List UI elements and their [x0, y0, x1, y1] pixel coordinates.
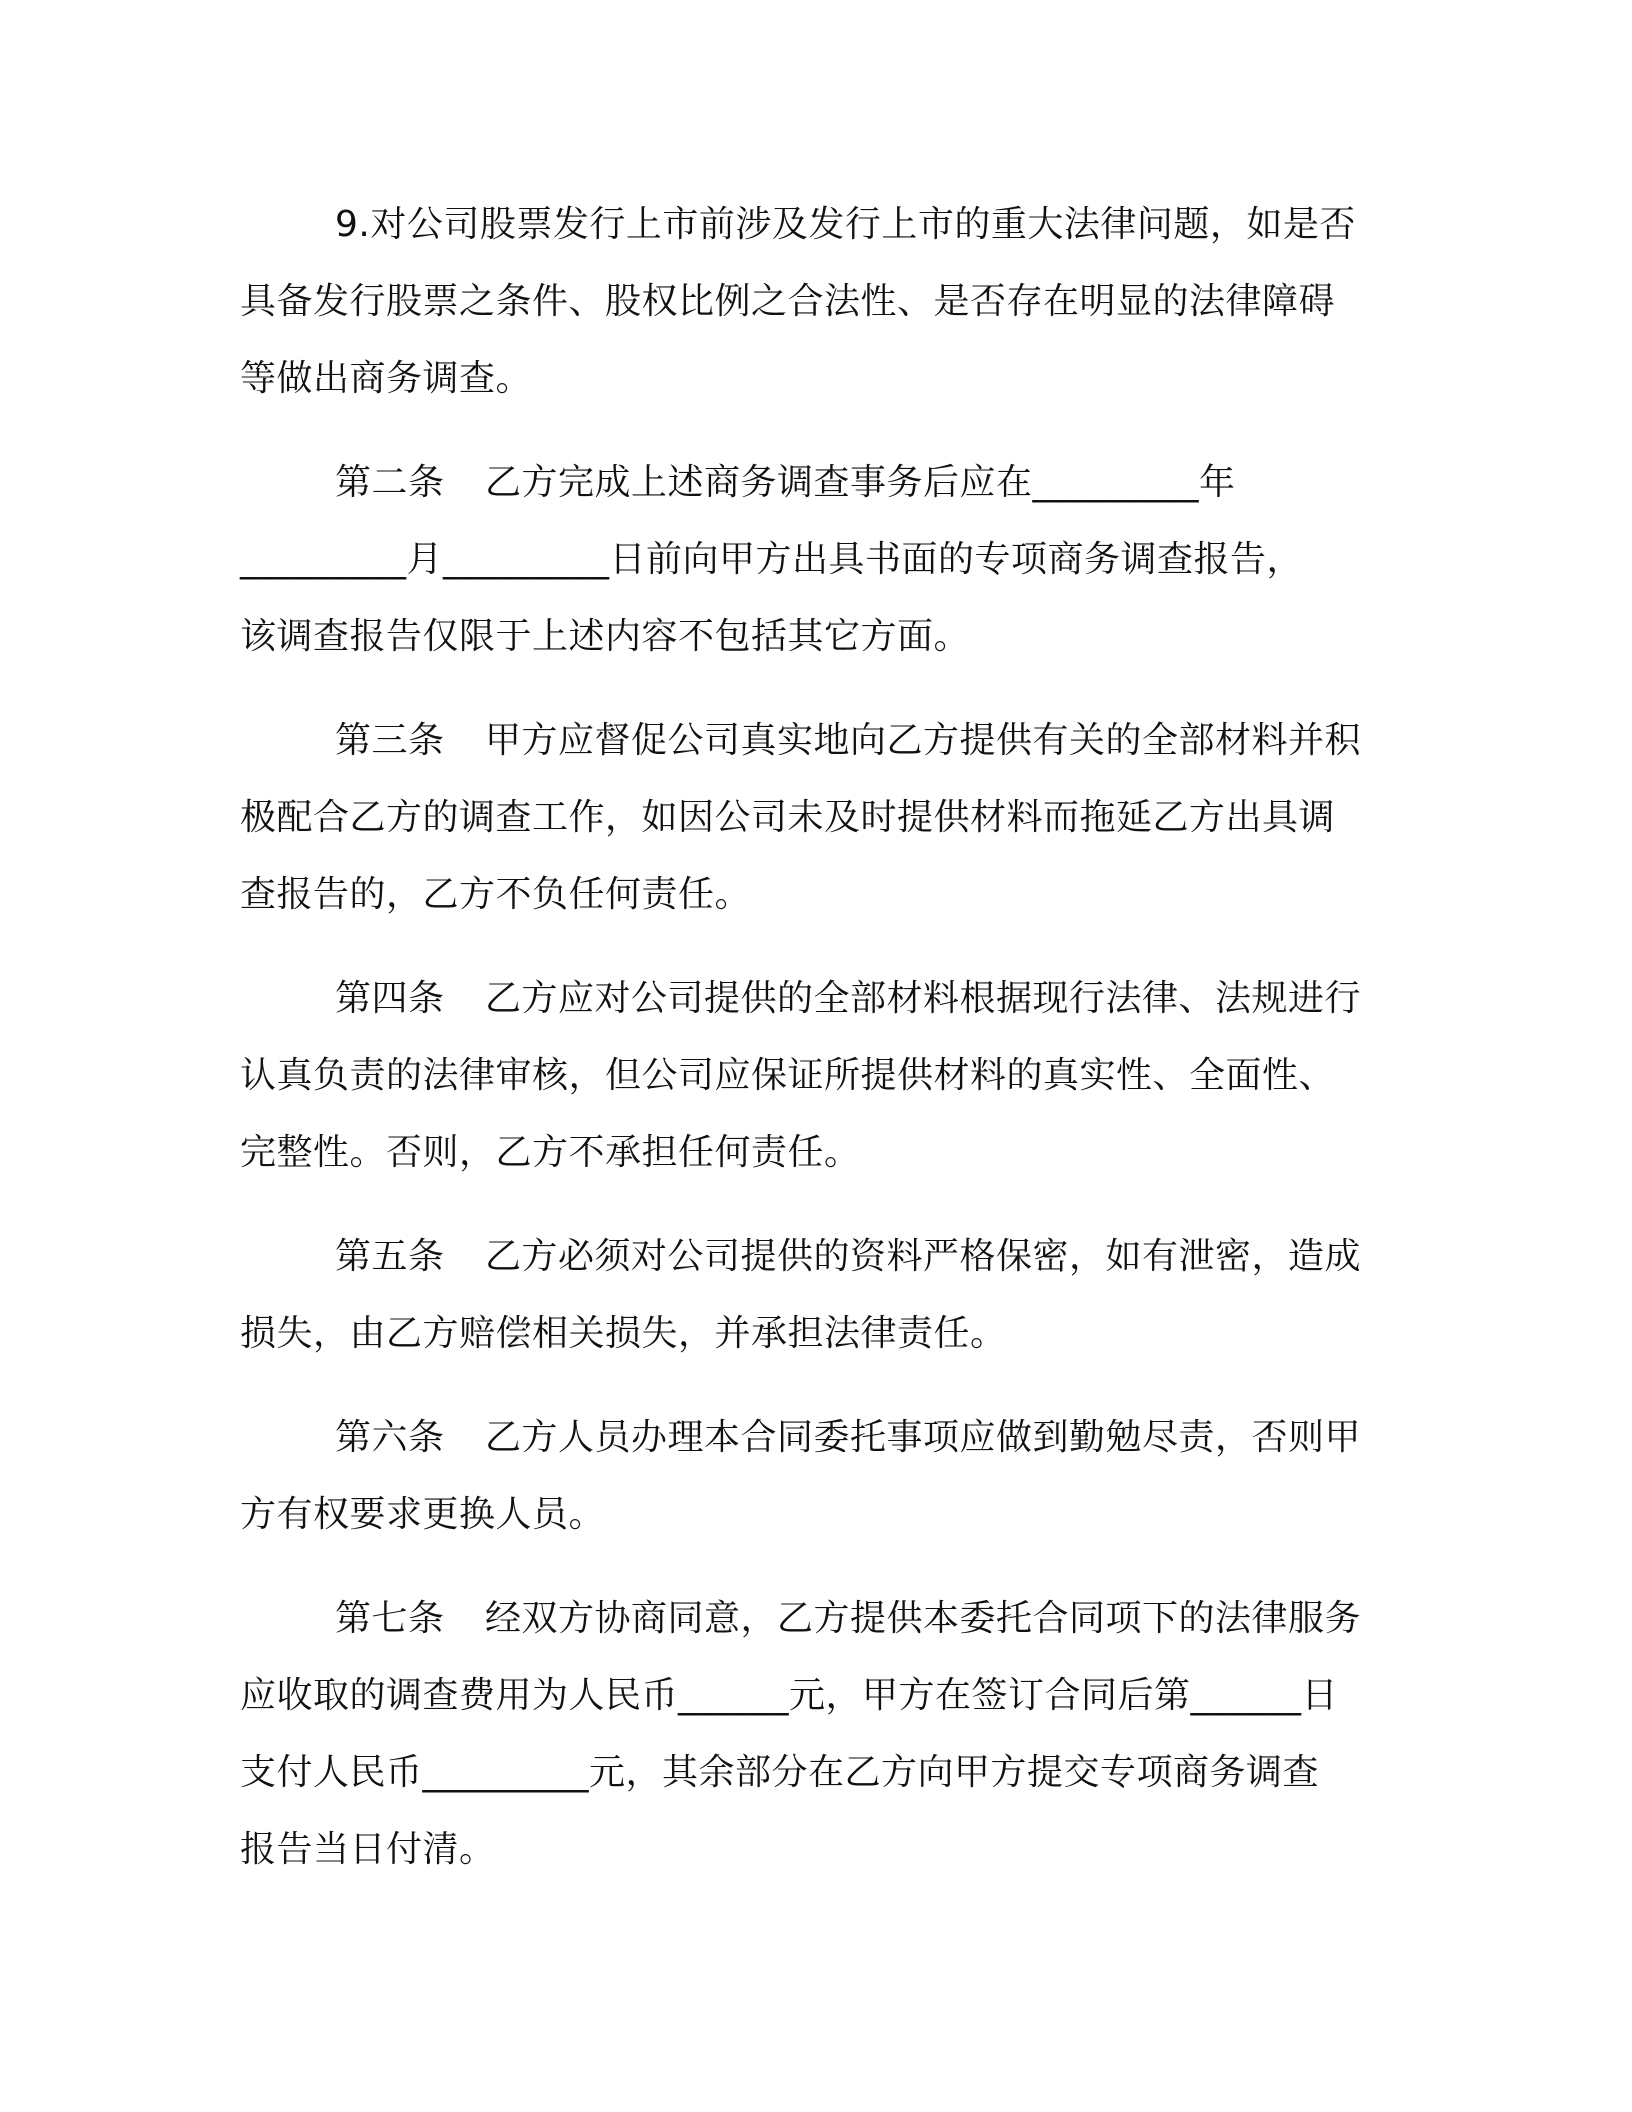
- article-number: 第四条: [335, 978, 445, 1019]
- text-line: [240, 444, 1390, 521]
- text-line: 损失，由乙方赔偿相关损失，并承担法律责任。: [240, 1313, 1007, 1354]
- text-line: [240, 1399, 1390, 1476]
- article-7: [240, 1580, 1390, 1888]
- text-line: [240, 702, 1390, 779]
- paragraph-item-9: [240, 186, 1390, 417]
- text-line: 等做出商务调查。: [240, 358, 533, 399]
- article-number: 第三条: [335, 720, 445, 761]
- text-line: 支付人民币_________元，其余部分在乙方向甲方提交专项商务调查: [240, 1752, 1320, 1793]
- article-4: [240, 960, 1390, 1191]
- article-number: 第六条: [335, 1417, 445, 1458]
- text-line: 查报告的，乙方不负任何责任。: [240, 874, 752, 915]
- article-text: 经双方协商同意，乙方提供本委托合同项下的法律服务: [485, 1598, 1362, 1639]
- text-line: 报告当日付清。: [240, 1829, 496, 1870]
- article-2: [240, 444, 1390, 675]
- text-line: 应收取的调查费用为人民币______元，甲方在签订合同后第______日: [240, 1675, 1339, 1716]
- article-number: 第五条: [335, 1236, 445, 1277]
- text-line: 9.对公司股票发行上市前涉及发行上市的重大法律问题，如是否: [335, 204, 1356, 245]
- text-line: _________月_________日前向甲方出具书面的专项商务调查报告，: [240, 539, 1304, 580]
- article-number: 第二条: [335, 462, 445, 503]
- text-line: 完整性。否则，乙方不承担任何责任。: [240, 1132, 861, 1173]
- text-line: [240, 1218, 1390, 1295]
- article-text: 乙方必须对公司提供的资料严格保密，如有泄密，造成: [485, 1236, 1362, 1277]
- article-text: 甲方应督促公司真实地向乙方提供有关的全部材料并积: [485, 720, 1362, 761]
- text-line: 具备发行股票之条件、股权比例之合法性、是否存在明显的法律障碍: [240, 281, 1336, 322]
- article-text: 乙方完成上述商务调查事务后应在_________年: [485, 462, 1236, 503]
- text-line: 该调查报告仅限于上述内容不包括其它方面。: [240, 616, 971, 657]
- article-text: 乙方人员办理本合同委托事项应做到勤勉尽责，否则甲: [485, 1417, 1362, 1458]
- document-body: [240, 186, 1390, 1915]
- text-line: 方有权要求更换人员。: [240, 1494, 606, 1535]
- text-line: [240, 1580, 1390, 1657]
- article-6: [240, 1399, 1390, 1553]
- text-line: 极配合乙方的调查工作，如因公司未及时提供材料而拖延乙方出具调: [240, 797, 1336, 838]
- article-5: [240, 1218, 1390, 1372]
- text-line: [240, 960, 1390, 1037]
- article-number: 第七条: [335, 1598, 445, 1639]
- article-3: [240, 702, 1390, 933]
- article-text: 乙方应对公司提供的全部材料根据现行法律、法规进行: [485, 978, 1362, 1019]
- text-line: 认真负责的法律审核，但公司应保证所提供材料的真实性、全面性、: [240, 1055, 1336, 1096]
